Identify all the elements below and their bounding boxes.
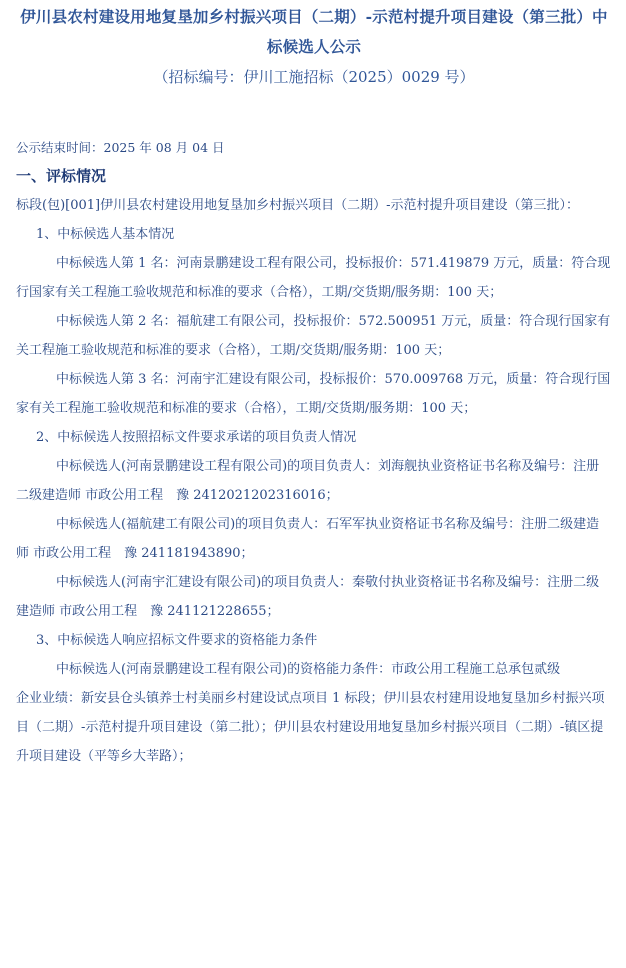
enterprise-performance: 企业业绩：新安县仓头镇养士村美丽乡村建设试点项目 1 标段；伊川县农村建用设地复垦加乡村振兴项目（二期）-示范村提升项目建设（第二批）；伊川县农村建设用地复垦加乡村振兴项目（二期）-镇区提升项目建设（平等乡大莘路）；	[16, 691, 605, 764]
section-heading-evaluation: 一、评标情况	[16, 167, 107, 185]
candidate-2: 中标候选人第 2 名：福航建工有限公司，投标报价：572.500951 万元，质量：符合现行国家有关工程施工验收规范和标准的要求（合格），工期/交货期/服务期：100 天；	[16, 314, 611, 358]
manager-candidate-2: 中标候选人(福航建工有限公司)的项目负责人：石军军执业资格证书名称及编号：注册二级建造师 市政公用工程 豫 241181943890；	[16, 517, 600, 561]
qualification-candidate-1: 中标候选人(河南景鹏建设工程有限公司)的资格能力条件：市政公用工程施工总承包贰级	[56, 662, 561, 677]
notice-end-time: 公示结束时间：2025 年 08 月 04 日	[16, 140, 225, 155]
page-title: 伊川县农村建设用地复垦加乡村振兴项目（二期）-示范村提升项目建设（第三批）中标候选人公示	[20, 7, 608, 56]
manager-candidate-1: 中标候选人(河南景鹏建设工程有限公司)的项目负责人：刘海舰执业资格证书名称及编号：注册二级建造师 市政公用工程 豫 2412021202316016；	[16, 459, 600, 503]
lot-description: 标段(包)[001]伊川县农村建设用地复垦加乡村振兴项目（二期）-示范村提升项目建设（第三批）：	[16, 198, 579, 213]
subheading-basic-info: 1、中标候选人基本情况	[36, 227, 175, 242]
candidate-1: 中标候选人第 1 名：河南景鹏建设工程有限公司，投标报价：571.419879 万元，质量：符合现行国家有关工程施工验收规范和标准的要求（合格），工期/交货期/服务期：100 天；	[16, 256, 611, 300]
manager-candidate-3: 中标候选人(河南宇汇建设有限公司)的项目负责人：秦敬付执业资格证书名称及编号：注册二级建造师 市政公用工程 豫 241121228655；	[16, 575, 600, 619]
subheading-project-managers: 2、中标候选人按照招标文件要求承诺的项目负责人情况	[36, 430, 357, 445]
subheading-qualifications: 3、中标候选人响应招标文件要求的资格能力条件	[36, 633, 318, 648]
candidate-3: 中标候选人第 3 名：河南宇汇建设有限公司，投标报价：570.009768 万元，质量：符合现行国家有关工程施工验收规范和标准的要求（合格），工期/交货期/服务期：100 天；	[16, 372, 611, 416]
tender-number: （招标编号：伊川工施招标（2025）0029 号）	[153, 68, 475, 86]
